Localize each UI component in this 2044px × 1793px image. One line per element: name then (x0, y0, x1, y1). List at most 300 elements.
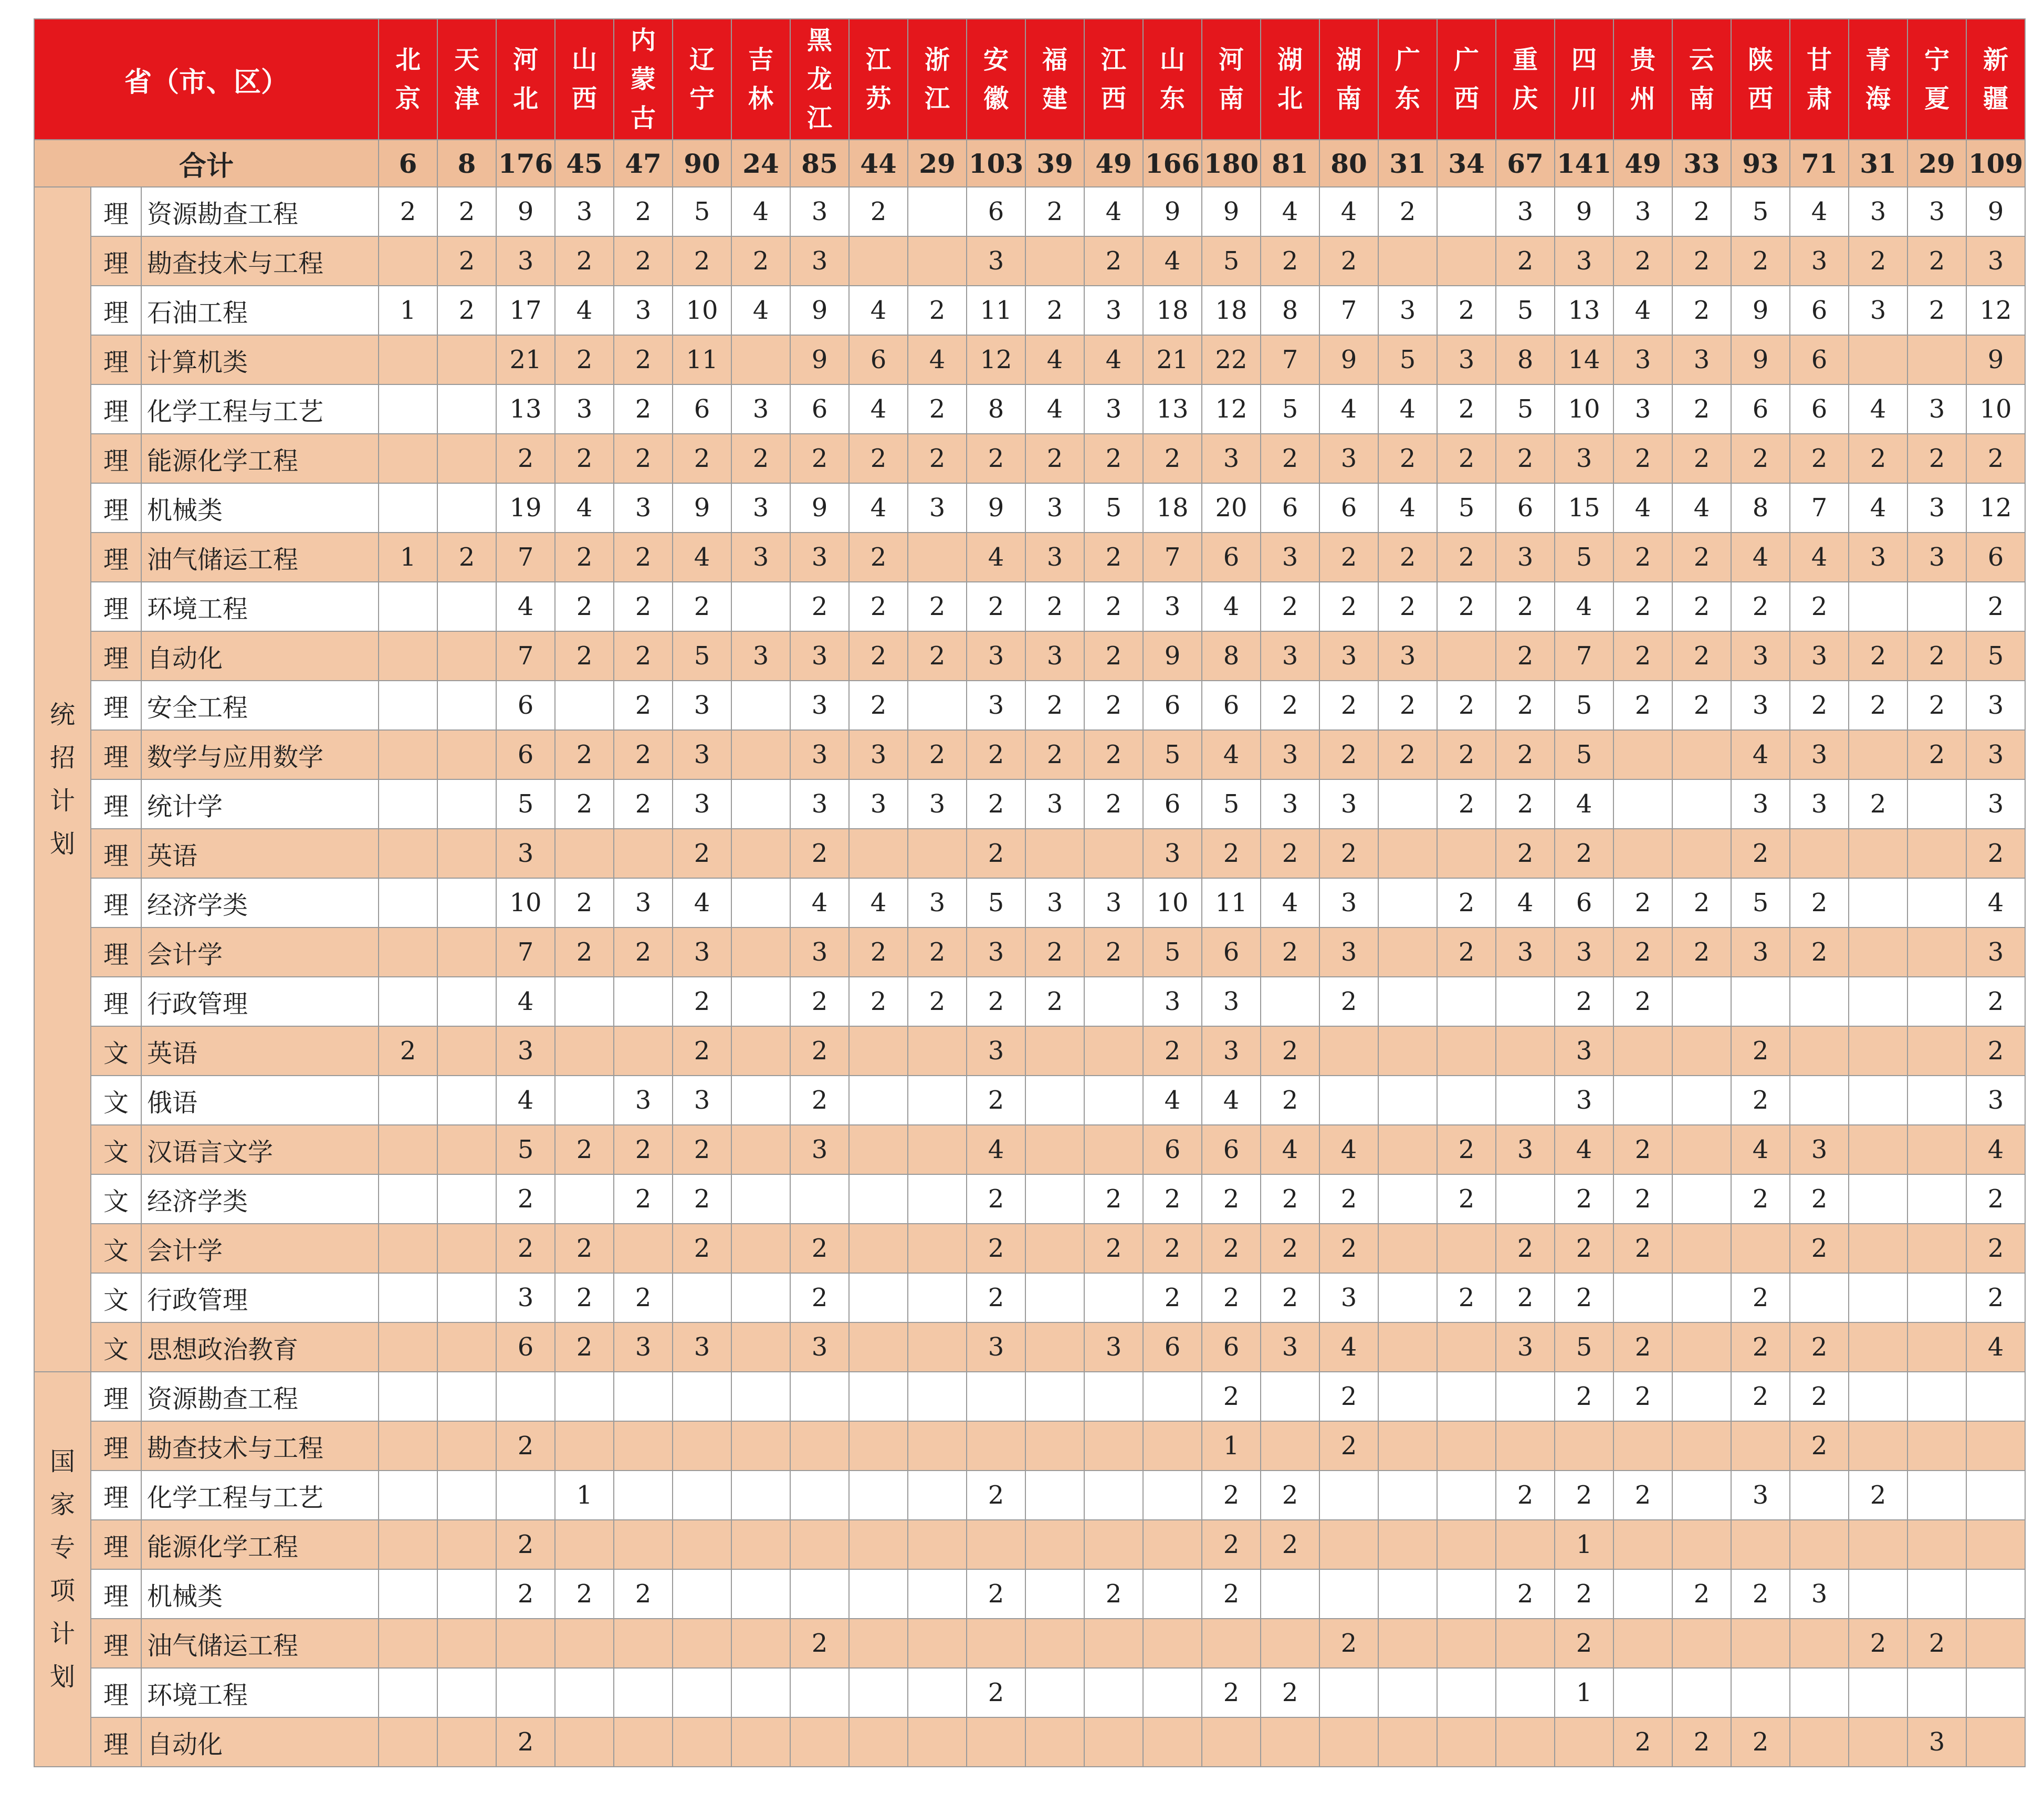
quota-cell: 3 (731, 384, 790, 434)
quota-cell: 2 (967, 1076, 1025, 1125)
table-row (34, 1076, 2025, 1125)
quota-cell: 2 (555, 779, 614, 829)
quota-cell (437, 1471, 496, 1520)
quota-cell: 2 (1261, 1520, 1319, 1569)
quota-cell (1378, 1224, 1437, 1273)
quota-cell: 2 (849, 977, 908, 1026)
quota-cell (1966, 1520, 2025, 1569)
quota-cell: 3 (790, 631, 849, 681)
subject-category: 理 (91, 434, 141, 483)
quota-cell: 3 (673, 779, 731, 829)
quota-cell: 18 (1202, 286, 1261, 335)
quota-cell: 2 (1084, 730, 1143, 779)
quota-cell: 4 (1790, 533, 1849, 582)
quota-cell (849, 1668, 908, 1717)
province-header: 云 南 (1672, 19, 1731, 140)
province-header: 浙 江 (908, 19, 967, 140)
quota-cell: 2 (1672, 236, 1731, 286)
subject-category: 理 (91, 1372, 141, 1421)
quota-cell (1672, 1224, 1731, 1273)
quota-cell: 3 (1025, 631, 1084, 681)
quota-cell: 2 (496, 1421, 555, 1471)
quota-cell (1907, 1026, 1966, 1076)
quota-cell (379, 1569, 437, 1619)
quota-cell: 2 (496, 1569, 555, 1619)
quota-cell (555, 829, 614, 878)
quota-cell: 3 (967, 1026, 1025, 1076)
quota-cell: 2 (1966, 1273, 2025, 1322)
total-cell: 49 (1084, 140, 1143, 187)
quota-cell (437, 384, 496, 434)
quota-cell: 2 (1555, 1569, 1613, 1619)
quota-cell (1437, 1717, 1496, 1767)
quota-cell (1084, 1619, 1143, 1668)
quota-cell: 2 (1849, 434, 1907, 483)
quota-cell (437, 1322, 496, 1372)
quota-cell: 2 (1849, 779, 1907, 829)
quota-cell: 4 (496, 977, 555, 1026)
province-header: 吉 林 (731, 19, 790, 140)
quota-cell: 3 (1790, 236, 1849, 286)
quota-cell (1966, 1619, 2025, 1668)
quota-cell: 2 (967, 1174, 1025, 1224)
quota-cell: 2 (1790, 681, 1849, 730)
quota-cell: 2 (614, 1174, 673, 1224)
quota-cell: 6 (967, 187, 1025, 236)
major-name: 思想政治教育 (141, 1322, 379, 1372)
quota-cell (1437, 1619, 1496, 1668)
quota-cell: 2 (1672, 286, 1731, 335)
quota-cell (1378, 927, 1437, 977)
quota-cell (849, 1569, 908, 1619)
quota-cell: 6 (496, 730, 555, 779)
quota-cell (1849, 1273, 1907, 1322)
quota-cell: 3 (908, 483, 967, 533)
quota-cell (1437, 1372, 1496, 1421)
quota-cell (1672, 1421, 1731, 1471)
quota-cell: 6 (1143, 779, 1202, 829)
table-row (34, 1224, 2025, 1273)
quota-cell: 2 (1496, 1471, 1555, 1520)
quota-cell (1966, 1569, 2025, 1619)
quota-cell: 9 (1319, 335, 1378, 384)
quota-cell: 7 (496, 927, 555, 977)
quota-cell: 18 (1143, 286, 1202, 335)
subject-category: 理 (91, 1471, 141, 1520)
quota-cell: 2 (1672, 681, 1731, 730)
quota-cell: 2 (1790, 1224, 1849, 1273)
quota-cell (1613, 730, 1672, 779)
table-row (34, 335, 2025, 384)
quota-cell: 3 (1672, 335, 1731, 384)
quota-cell: 5 (1084, 483, 1143, 533)
quota-cell (555, 1668, 614, 1717)
quota-cell (790, 1717, 849, 1767)
quota-cell (790, 1174, 849, 1224)
quota-cell (1319, 1026, 1378, 1076)
quota-cell (1849, 927, 1907, 977)
quota-cell (673, 1421, 731, 1471)
quota-cell: 2 (673, 1125, 731, 1174)
quota-cell: 3 (1907, 384, 1966, 434)
quota-cell (379, 1224, 437, 1273)
quota-cell: 3 (1143, 829, 1202, 878)
quota-cell (1672, 1619, 1731, 1668)
quota-cell (1084, 1421, 1143, 1471)
major-name: 勘查技术与工程 (141, 1421, 379, 1471)
quota-cell (379, 434, 437, 483)
quota-cell: 2 (614, 1273, 673, 1322)
quota-cell: 2 (790, 434, 849, 483)
quota-cell (1966, 1471, 2025, 1520)
subject-category: 理 (91, 582, 141, 631)
major-name: 环境工程 (141, 1668, 379, 1717)
quota-cell: 2 (1731, 1322, 1790, 1372)
quota-cell: 2 (1555, 1224, 1613, 1273)
province-header: 江 苏 (849, 19, 908, 140)
quota-cell (1731, 1224, 1790, 1273)
plan-group-label: 国 家 专 项 计 划 (34, 1372, 91, 1767)
quota-cell: 4 (1378, 483, 1437, 533)
quota-cell (1907, 335, 1966, 384)
quota-cell (1613, 1569, 1672, 1619)
quota-cell: 2 (1731, 236, 1790, 286)
quota-cell (1084, 1125, 1143, 1174)
quota-cell: 2 (1437, 384, 1496, 434)
quota-cell (437, 977, 496, 1026)
quota-cell: 6 (1143, 681, 1202, 730)
quota-cell: 2 (614, 434, 673, 483)
quota-cell (1849, 1125, 1907, 1174)
quota-cell (379, 1717, 437, 1767)
quota-cell (379, 1174, 437, 1224)
quota-cell (379, 1273, 437, 1322)
quota-cell: 3 (1378, 286, 1437, 335)
quota-cell (1143, 1619, 1202, 1668)
quota-cell: 3 (1907, 533, 1966, 582)
quota-cell (1672, 730, 1731, 779)
quota-cell: 4 (967, 533, 1025, 582)
subject-category: 理 (91, 829, 141, 878)
quota-cell: 2 (1202, 1520, 1261, 1569)
quota-cell: 2 (1496, 730, 1555, 779)
quota-cell (1025, 1372, 1084, 1421)
quota-cell: 2 (790, 1619, 849, 1668)
total-cell: 103 (967, 140, 1025, 187)
quota-cell (1496, 977, 1555, 1026)
quota-cell: 12 (1966, 286, 2025, 335)
quota-cell: 4 (1966, 878, 2025, 927)
quota-cell: 2 (1613, 1322, 1672, 1372)
quota-cell: 2 (1496, 582, 1555, 631)
quota-cell: 5 (1555, 533, 1613, 582)
quota-cell: 2 (967, 779, 1025, 829)
province-header: 北 京 (379, 19, 437, 140)
quota-cell: 2 (1613, 1372, 1672, 1421)
quota-cell: 2 (555, 927, 614, 977)
quota-cell (908, 1668, 967, 1717)
quota-cell (1849, 1076, 1907, 1125)
quota-cell: 2 (1378, 681, 1437, 730)
quota-cell: 4 (1613, 286, 1672, 335)
quota-cell: 2 (967, 1273, 1025, 1322)
table-row (34, 483, 2025, 533)
quota-cell: 2 (1613, 878, 1672, 927)
total-cell: 6 (379, 140, 437, 187)
quota-cell (379, 977, 437, 1026)
quota-cell: 4 (1731, 533, 1790, 582)
quota-cell (555, 1520, 614, 1569)
quota-cell (1437, 1520, 1496, 1569)
quota-cell (1790, 829, 1849, 878)
quota-cell: 4 (967, 1125, 1025, 1174)
quota-cell: 2 (1966, 977, 2025, 1026)
quota-cell: 9 (790, 483, 849, 533)
subject-category: 理 (91, 286, 141, 335)
quota-cell: 2 (1613, 1471, 1672, 1520)
quota-cell: 3 (496, 236, 555, 286)
quota-cell: 3 (1143, 582, 1202, 631)
quota-cell: 4 (1496, 878, 1555, 927)
province-header: 重 庆 (1496, 19, 1555, 140)
quota-cell: 2 (555, 1322, 614, 1372)
quota-cell: 3 (1555, 434, 1613, 483)
major-name: 能源化学工程 (141, 1520, 379, 1569)
quota-cell: 2 (1084, 631, 1143, 681)
quota-cell: 3 (790, 927, 849, 977)
quota-cell (496, 1619, 555, 1668)
quota-cell: 3 (967, 236, 1025, 286)
major-name: 行政管理 (141, 1273, 379, 1322)
quota-cell: 2 (1319, 1619, 1378, 1668)
subject-category: 文 (91, 1224, 141, 1273)
table-row (34, 977, 2025, 1026)
quota-cell: 2 (614, 582, 673, 631)
quota-cell: 3 (1907, 187, 1966, 236)
quota-cell (1437, 1026, 1496, 1076)
quota-cell: 2 (1731, 1174, 1790, 1224)
quota-cell (1261, 977, 1319, 1026)
quota-cell: 4 (1849, 483, 1907, 533)
quota-cell: 2 (1672, 533, 1731, 582)
quota-cell (1143, 1569, 1202, 1619)
quota-cell: 9 (1966, 335, 2025, 384)
quota-cell (1378, 1273, 1437, 1322)
quota-cell (849, 1224, 908, 1273)
province-header: 湖 南 (1319, 19, 1378, 140)
quota-cell (379, 1322, 437, 1372)
quota-cell (1437, 1224, 1496, 1273)
quota-cell: 2 (1025, 977, 1084, 1026)
quota-cell: 3 (1496, 187, 1555, 236)
total-cell: 93 (1731, 140, 1790, 187)
quota-cell: 2 (1261, 434, 1319, 483)
major-name: 资源勘查工程 (141, 1372, 379, 1421)
quota-cell: 2 (1731, 1273, 1790, 1322)
quota-cell (1907, 977, 1966, 1026)
quota-cell (1672, 1273, 1731, 1322)
quota-cell (1025, 1471, 1084, 1520)
quota-cell: 9 (1143, 631, 1202, 681)
quota-cell: 6 (1202, 1125, 1261, 1174)
quota-cell: 2 (1261, 927, 1319, 977)
quota-cell: 2 (1790, 434, 1849, 483)
quota-cell: 2 (437, 286, 496, 335)
subject-category: 理 (91, 1668, 141, 1717)
quota-cell: 5 (1496, 286, 1555, 335)
quota-cell: 2 (1025, 681, 1084, 730)
quota-cell (1849, 1520, 1907, 1569)
quota-cell: 10 (1966, 384, 2025, 434)
quota-cell: 4 (731, 286, 790, 335)
quota-cell: 3 (614, 286, 673, 335)
quota-cell (731, 927, 790, 977)
quota-cell (731, 977, 790, 1026)
quota-cell: 2 (731, 434, 790, 483)
quota-cell (1025, 1125, 1084, 1174)
quota-cell (1907, 1125, 1966, 1174)
quota-cell: 4 (673, 533, 731, 582)
quota-cell (379, 1372, 437, 1421)
quota-cell (1907, 927, 1966, 977)
quota-cell: 2 (673, 829, 731, 878)
quota-cell: 2 (1202, 1224, 1261, 1273)
quota-cell (437, 681, 496, 730)
quota-cell (1672, 779, 1731, 829)
quota-cell: 5 (967, 878, 1025, 927)
quota-cell: 4 (1143, 1076, 1202, 1125)
quota-cell (1849, 1372, 1907, 1421)
quota-cell: 2 (1790, 878, 1849, 927)
major-name: 勘查技术与工程 (141, 236, 379, 286)
quota-cell (849, 1619, 908, 1668)
quota-cell (379, 582, 437, 631)
quota-cell (437, 1421, 496, 1471)
subject-category: 理 (91, 977, 141, 1026)
quota-cell (1437, 631, 1496, 681)
quota-cell: 3 (673, 1076, 731, 1125)
quota-cell: 2 (1496, 434, 1555, 483)
quota-cell (1790, 1471, 1849, 1520)
quota-cell (1849, 1421, 1907, 1471)
quota-cell (1496, 1174, 1555, 1224)
quota-cell: 1 (1555, 1520, 1613, 1569)
quota-cell: 2 (1555, 1619, 1613, 1668)
quota-cell (437, 1273, 496, 1322)
quota-cell: 4 (1966, 1125, 2025, 1174)
quota-cell (731, 1569, 790, 1619)
major-name: 行政管理 (141, 977, 379, 1026)
quota-cell: 10 (1555, 384, 1613, 434)
quota-cell: 19 (496, 483, 555, 533)
quota-cell: 2 (790, 829, 849, 878)
quota-cell: 2 (1084, 1224, 1143, 1273)
major-name: 石油工程 (141, 286, 379, 335)
major-name: 自动化 (141, 1717, 379, 1767)
quota-cell (1907, 1668, 1966, 1717)
quota-cell: 3 (1437, 335, 1496, 384)
quota-cell (1378, 1717, 1437, 1767)
quota-cell (1613, 1421, 1672, 1471)
quota-cell: 2 (555, 236, 614, 286)
quota-cell (614, 1520, 673, 1569)
quota-cell (379, 631, 437, 681)
quota-cell: 3 (1496, 533, 1555, 582)
quota-cell: 2 (1613, 1224, 1672, 1273)
quota-cell: 2 (496, 1174, 555, 1224)
quota-cell: 20 (1202, 483, 1261, 533)
total-cell: 33 (1672, 140, 1731, 187)
quota-cell: 4 (1613, 483, 1672, 533)
quota-cell: 2 (790, 1026, 849, 1076)
quota-cell (1025, 1569, 1084, 1619)
quota-cell (379, 236, 437, 286)
quota-cell (555, 1717, 614, 1767)
quota-cell: 3 (790, 1322, 849, 1372)
quota-cell: 2 (1084, 927, 1143, 977)
subject-category: 理 (91, 681, 141, 730)
quota-cell: 3 (1319, 779, 1378, 829)
quota-cell (1496, 1026, 1555, 1076)
province-header: 福 建 (1025, 19, 1084, 140)
quota-cell (614, 1224, 673, 1273)
quota-cell: 6 (1790, 384, 1849, 434)
quota-cell (1672, 1668, 1731, 1717)
quota-cell: 1 (379, 533, 437, 582)
quota-cell: 10 (496, 878, 555, 927)
quota-cell: 2 (555, 1125, 614, 1174)
quota-cell: 4 (1084, 187, 1143, 236)
quota-cell: 2 (1613, 927, 1672, 977)
quota-cell (908, 187, 967, 236)
quota-cell: 18 (1143, 483, 1202, 533)
quota-cell (555, 977, 614, 1026)
quota-cell: 3 (1966, 236, 2025, 286)
total-cell: 47 (614, 140, 673, 187)
quota-cell: 2 (1084, 236, 1143, 286)
quota-cell (967, 1372, 1025, 1421)
quota-cell: 11 (673, 335, 731, 384)
quota-cell: 7 (1143, 533, 1202, 582)
total-cell: 85 (790, 140, 849, 187)
quota-cell: 10 (673, 286, 731, 335)
quota-cell: 6 (1143, 1322, 1202, 1372)
quota-cell: 2 (673, 1224, 731, 1273)
quota-cell (555, 1076, 614, 1125)
quota-cell: 5 (1437, 483, 1496, 533)
quota-cell: 3 (790, 730, 849, 779)
table-row (34, 582, 2025, 631)
quota-cell: 2 (1672, 582, 1731, 631)
quota-cell: 2 (1966, 434, 2025, 483)
quota-cell: 3 (1202, 977, 1261, 1026)
table-row (34, 1619, 2025, 1668)
quota-cell: 1 (1555, 1668, 1613, 1717)
quota-cell (379, 1619, 437, 1668)
quota-cell: 2 (1084, 1174, 1143, 1224)
table-row (34, 1273, 2025, 1322)
quota-cell (1084, 829, 1143, 878)
province-header: 山 西 (555, 19, 614, 140)
quota-cell: 2 (908, 730, 967, 779)
quota-cell: 2 (849, 927, 908, 977)
quota-cell (555, 1372, 614, 1421)
quota-cell: 2 (1613, 1174, 1672, 1224)
province-header: 内 蒙 古 (614, 19, 673, 140)
quota-cell: 3 (1849, 533, 1907, 582)
quota-cell (437, 779, 496, 829)
quota-cell (908, 1125, 967, 1174)
